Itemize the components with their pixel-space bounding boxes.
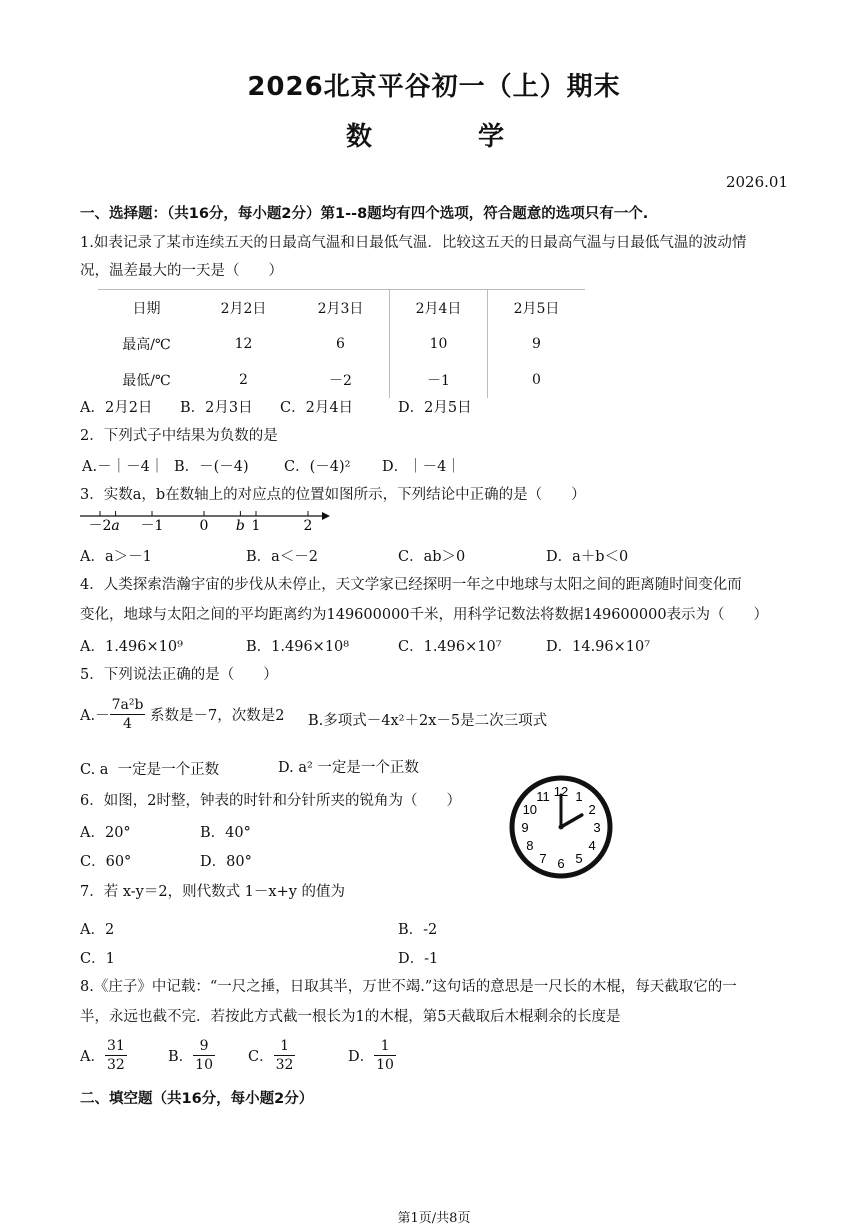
clock-number: 5 — [575, 851, 583, 867]
section2-heading: 二、填空题（共16分，每小题2分） — [80, 1091, 314, 1107]
q8-option-c — [248, 1037, 295, 1074]
fraction-denominator: 4 — [123, 716, 132, 732]
fraction — [193, 1037, 215, 1074]
q7-option-a: A．2 — [80, 922, 115, 938]
clock-number: 12 — [553, 784, 569, 799]
fraction — [110, 696, 146, 733]
temperature-table — [98, 289, 585, 398]
q6-option-b: B．40° — [200, 825, 251, 841]
q4-option-a: A．1.496×10⁹ — [80, 639, 183, 655]
number-line-label-b: b — [235, 518, 245, 534]
clock-number: 8 — [526, 838, 534, 853]
clock-number: 4 — [588, 838, 596, 853]
q2-option-c: C．(－4)² — [284, 459, 351, 475]
clock-number: 9 — [521, 820, 529, 835]
q3-option-a: A．a＞－1 — [80, 549, 152, 565]
fraction-denominator: 32 — [275, 1057, 294, 1073]
table-cell: 6 — [336, 336, 345, 352]
q7-option-d: D．-1 — [398, 951, 439, 967]
q8-option-a — [80, 1037, 127, 1074]
clock-diagram — [508, 774, 614, 880]
subject-title: 数 学 — [345, 122, 522, 152]
q4-option-d: D．14.96×10⁷ — [546, 639, 651, 655]
q5-option-c: C. a 一定是一个正数 — [80, 762, 220, 778]
option-label: A． — [80, 1049, 105, 1065]
table-cell: 2月3日 — [292, 290, 390, 327]
q6-stem: 6．如图，2时整，钟表的时针和分针所夹的锐角为（ ） — [80, 793, 461, 809]
fraction-denominator: 32 — [106, 1057, 125, 1073]
table-row — [98, 362, 585, 398]
clock-number: 10 — [522, 802, 538, 817]
table-cell: 2月5日 — [488, 290, 586, 327]
clock-number: 7 — [539, 851, 547, 867]
table-cell: 2月2日 — [195, 290, 292, 327]
clock-number: 1 — [575, 788, 583, 804]
q6-option-c: C．60° — [80, 854, 132, 870]
table-cell: 10 — [390, 326, 488, 362]
q7-option-b: B．-2 — [398, 922, 438, 938]
fraction — [105, 1037, 127, 1074]
table-cell: 2月4日 — [390, 290, 488, 327]
q1-line2: 况，温差最大的一天是（ ） — [80, 263, 283, 279]
q4-line2: 变化，地球与太阳之间的平均距离约为149600000千米，用科学记数法将数据149600000表示为（ ） — [80, 607, 769, 623]
q2-stem: 2．下列式子中结果为负数的是 — [80, 428, 278, 444]
q3-option-c: C．ab＞0 — [398, 549, 466, 565]
q4-option-b: B．1.496×10⁸ — [246, 639, 350, 655]
q4-option-c: C．1.496×10⁷ — [398, 639, 502, 655]
fraction-numerator: 1 — [274, 1037, 296, 1056]
fraction-denominator: 10 — [195, 1057, 213, 1073]
q1-option-b: B．2月3日 — [180, 400, 253, 416]
q5-option-d: D. a² 一定是一个正数 — [278, 760, 419, 776]
table-cell: 9 — [488, 326, 586, 362]
table-cell: 12 — [234, 336, 253, 352]
clock-number: 6 — [557, 856, 565, 871]
q2-option-d: D．｜－4｜ — [382, 459, 461, 475]
q1-option-c: C．2月4日 — [280, 400, 354, 416]
fraction-numerator: 1 — [374, 1037, 396, 1056]
table-cell: －1 — [390, 362, 488, 398]
q1-option-a: A．2月2日 — [80, 400, 153, 416]
q8-option-d — [348, 1037, 396, 1074]
clock-number: 3 — [593, 820, 601, 835]
fraction-denominator: 10 — [376, 1057, 394, 1073]
q2-option-b: B．－(－4) — [174, 459, 249, 475]
number-line-tick-label: －1 — [140, 518, 164, 534]
q3-option-d: D．a＋b＜0 — [546, 549, 629, 565]
q5-option-a-prefix: A.－ — [80, 708, 110, 724]
table-cell: 最高/℃ — [122, 337, 171, 353]
option-label: C． — [248, 1049, 274, 1065]
q5-stem: 5．下列说法正确的是（ ） — [80, 667, 278, 683]
table-row — [98, 326, 585, 362]
table-row — [98, 290, 585, 327]
page-footer: 第1页/共8页 — [397, 1211, 471, 1226]
q4-line1: 4．人类探索浩瀚宇宙的步伐从未停止，天文学家已经探明一年之中地球与太阳之间的距离随时间变化而 — [80, 577, 742, 593]
q7-stem: 7．若 x-y＝2，则代数式 1－x+y 的值为 — [80, 884, 346, 900]
clock-number: 2 — [588, 802, 596, 817]
q3-option-b: B．a＜－2 — [246, 549, 319, 565]
fraction-numerator: 9 — [193, 1037, 215, 1056]
q8-line2: 半，永远也截不完．若按此方式截一根长为1的木棍，第5天截取后木棍剩余的长度是 — [80, 1009, 621, 1025]
clock-number: 11 — [536, 788, 550, 804]
table-cell: 最低/℃ — [122, 373, 171, 389]
q5-option-b: B.多项式－4x²＋2x－5是二次三项式 — [308, 713, 548, 729]
number-line — [76, 506, 336, 536]
q1-option-d: D．2月5日 — [398, 400, 472, 416]
fraction-numerator: 31 — [106, 1038, 125, 1054]
q8-option-b — [168, 1037, 215, 1074]
option-label: B． — [168, 1049, 194, 1065]
q5-option-a — [80, 696, 284, 733]
number-line-tick-label: －2 — [88, 518, 112, 534]
exam-date: 2026.01 — [725, 173, 788, 191]
table-cell: 0 — [488, 362, 586, 398]
number-line-tick-label: 1 — [251, 518, 261, 534]
fraction — [374, 1037, 396, 1074]
page-title: 2026北京平谷初一（上）期末 — [247, 72, 621, 102]
number-line-tick-label: 0 — [199, 518, 209, 534]
table-cell: －2 — [329, 373, 352, 389]
q6-option-a: A．20° — [80, 825, 131, 841]
q2-option-a: A.－｜－4｜ — [82, 459, 165, 475]
table-cell: 2 — [239, 372, 248, 388]
number-line-tick-label: 2 — [303, 518, 313, 534]
q5-option-a-suffix: 系数是－7，次数是2 — [150, 708, 285, 724]
q1-line1: 1.如表记录了某市连续五天的日最高气温和日最低气温．比较这五天的日最高气温与日最低气温的波动情 — [80, 235, 747, 251]
option-label: D． — [348, 1049, 375, 1065]
table-cell: 日期 — [98, 290, 195, 327]
q8-line1: 8.《庄子》中记载：“一尺之捶，日取其半，万世不竭.”这句话的意思是一尺长的木棍，每天截取它的一 — [80, 979, 737, 995]
q7-option-c: C．1 — [80, 951, 115, 967]
q3-stem: 3．实数a，b在数轴上的对应点的位置如图所示，下列结论中正确的是（ ） — [80, 487, 586, 503]
fraction — [274, 1037, 296, 1074]
fraction-numerator: 7a²b — [111, 697, 144, 713]
section1-heading: 一、选择题：（共16分，每小题2分）第1--8题均有四个选项，符合题意的选项只有一个. — [80, 206, 649, 222]
number-line-label-a: a — [111, 518, 120, 534]
q6-option-d: D．80° — [200, 854, 252, 870]
